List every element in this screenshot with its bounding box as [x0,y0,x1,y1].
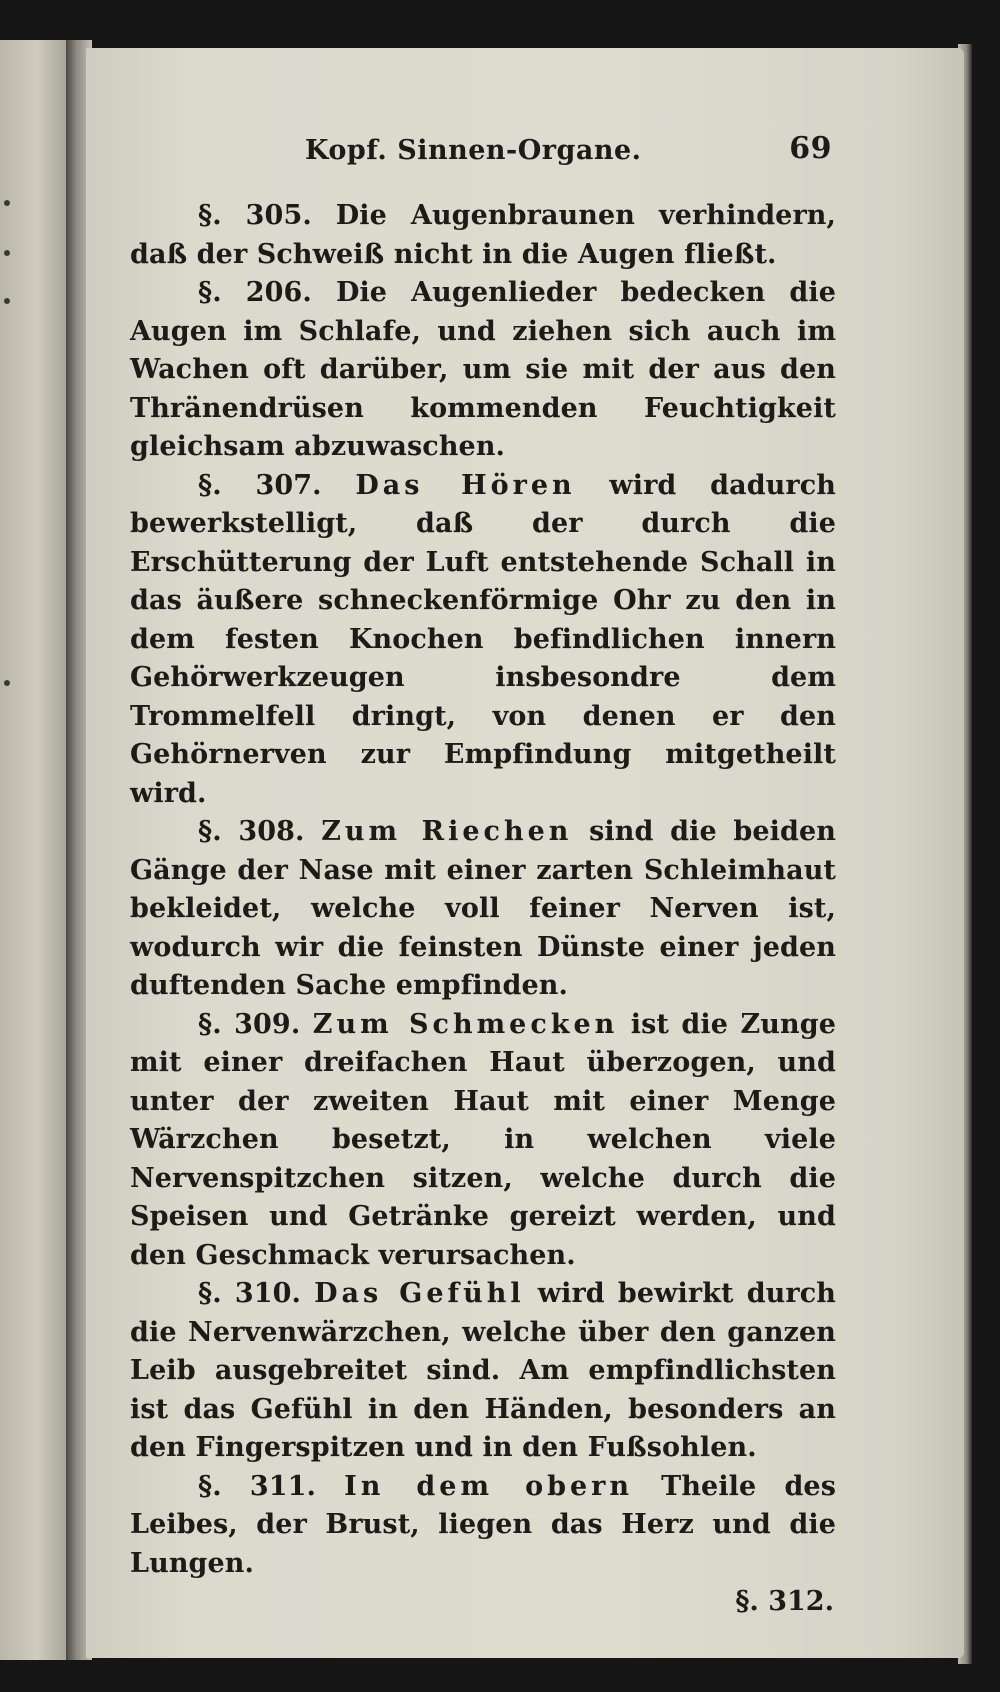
previous-page-edge [0,40,66,1660]
paragraph-keyword: Zum Schmecken [312,1008,619,1040]
section-number: §. 310. [198,1278,302,1309]
running-head-title: Kopf. Sinnen-Organe. [305,135,642,166]
paragraph-309 [130,1006,836,1276]
section-number: §. 305. [198,200,312,231]
page-mark [4,298,10,304]
paragraph-text: Theile des Leibes, der Brust, liegen das Herz und die Lungen. [130,1470,836,1579]
paragraph-keyword: In dem obern [344,1470,633,1502]
paragraph-text: Die Augenbraunen verhindern, daß der Schweiß nicht in die Augen fließt. [130,200,837,270]
section-number: §. 311. [198,1470,317,1502]
paragraph-keyword: Das Gefühl [314,1278,525,1309]
paragraph-text: sind die beiden Gänge der Nase mit einer zarten Schleimhaut bekleidet, welche voll feiner Nerven ist, wodurch wir die feinsten Dünste einer jeden duftenden Sache empfinden. [130,816,837,1001]
paragraph-307 [130,467,836,814]
paragraph-keyword: Das Hören [355,469,576,501]
paragraph-text: wird dadurch bewerkstelligt, daß der durch die Erschütterung der Luft entstehende Schall in das äußere schneckenförmige Ohr zu den in dem festen Knochen befindlichen innern Gehörwerkzeugen insbesondre dem Trommelfell dringt, von denen er den Gehörnerven zur Empfindung mitgetheilt wird. [130,469,837,809]
page-number: 69 [789,131,832,166]
catchword: §. 312. [735,1586,834,1617]
section-number: §. 307. [198,469,322,501]
running-head [130,125,836,181]
section-number: §. 206. [198,277,312,308]
section-number: §. 308. [198,816,305,847]
paragraph-306 [130,274,836,467]
page-mark [4,250,10,256]
paragraph-305 [130,197,836,274]
page-mark [4,200,10,206]
paragraph-text: Die Augenlieder bedecken die Augen im Schlafe, und ziehen sich auch im Wachen oft darüber, um sie mit der aus den Thränendrüsen kommenden Feuchtigkeit gleichsam abzuwaschen. [130,277,836,462]
paragraph-text: wird bewirkt durch die Nervenwärzchen, welche über den ganzen Leib ausgebreitet sind. Am empfindlichsten ist das Gefühl in den Händen, besonders an den Fingerspitzen und in den Fußsohlen. [130,1278,836,1463]
paragraph-308 [130,813,836,1006]
paragraph-text: ist die Zunge mit einer dreifachen Haut überzogen, und unter der zweiten Haut mit einer Menge Wärzchen besetzt, in welchen viele Nervenspitzchen sitzen, welche durch die Speisen und Getränke gereizt werden, und den Geschmack verursachen. [130,1008,837,1271]
paragraph-310 [130,1275,836,1468]
page-content [130,125,836,1621]
section-number: §. 309. [198,1008,301,1040]
paragraph-311 [130,1468,836,1584]
page-mark [4,680,10,686]
paragraph-keyword: Zum Riechen [321,816,573,847]
